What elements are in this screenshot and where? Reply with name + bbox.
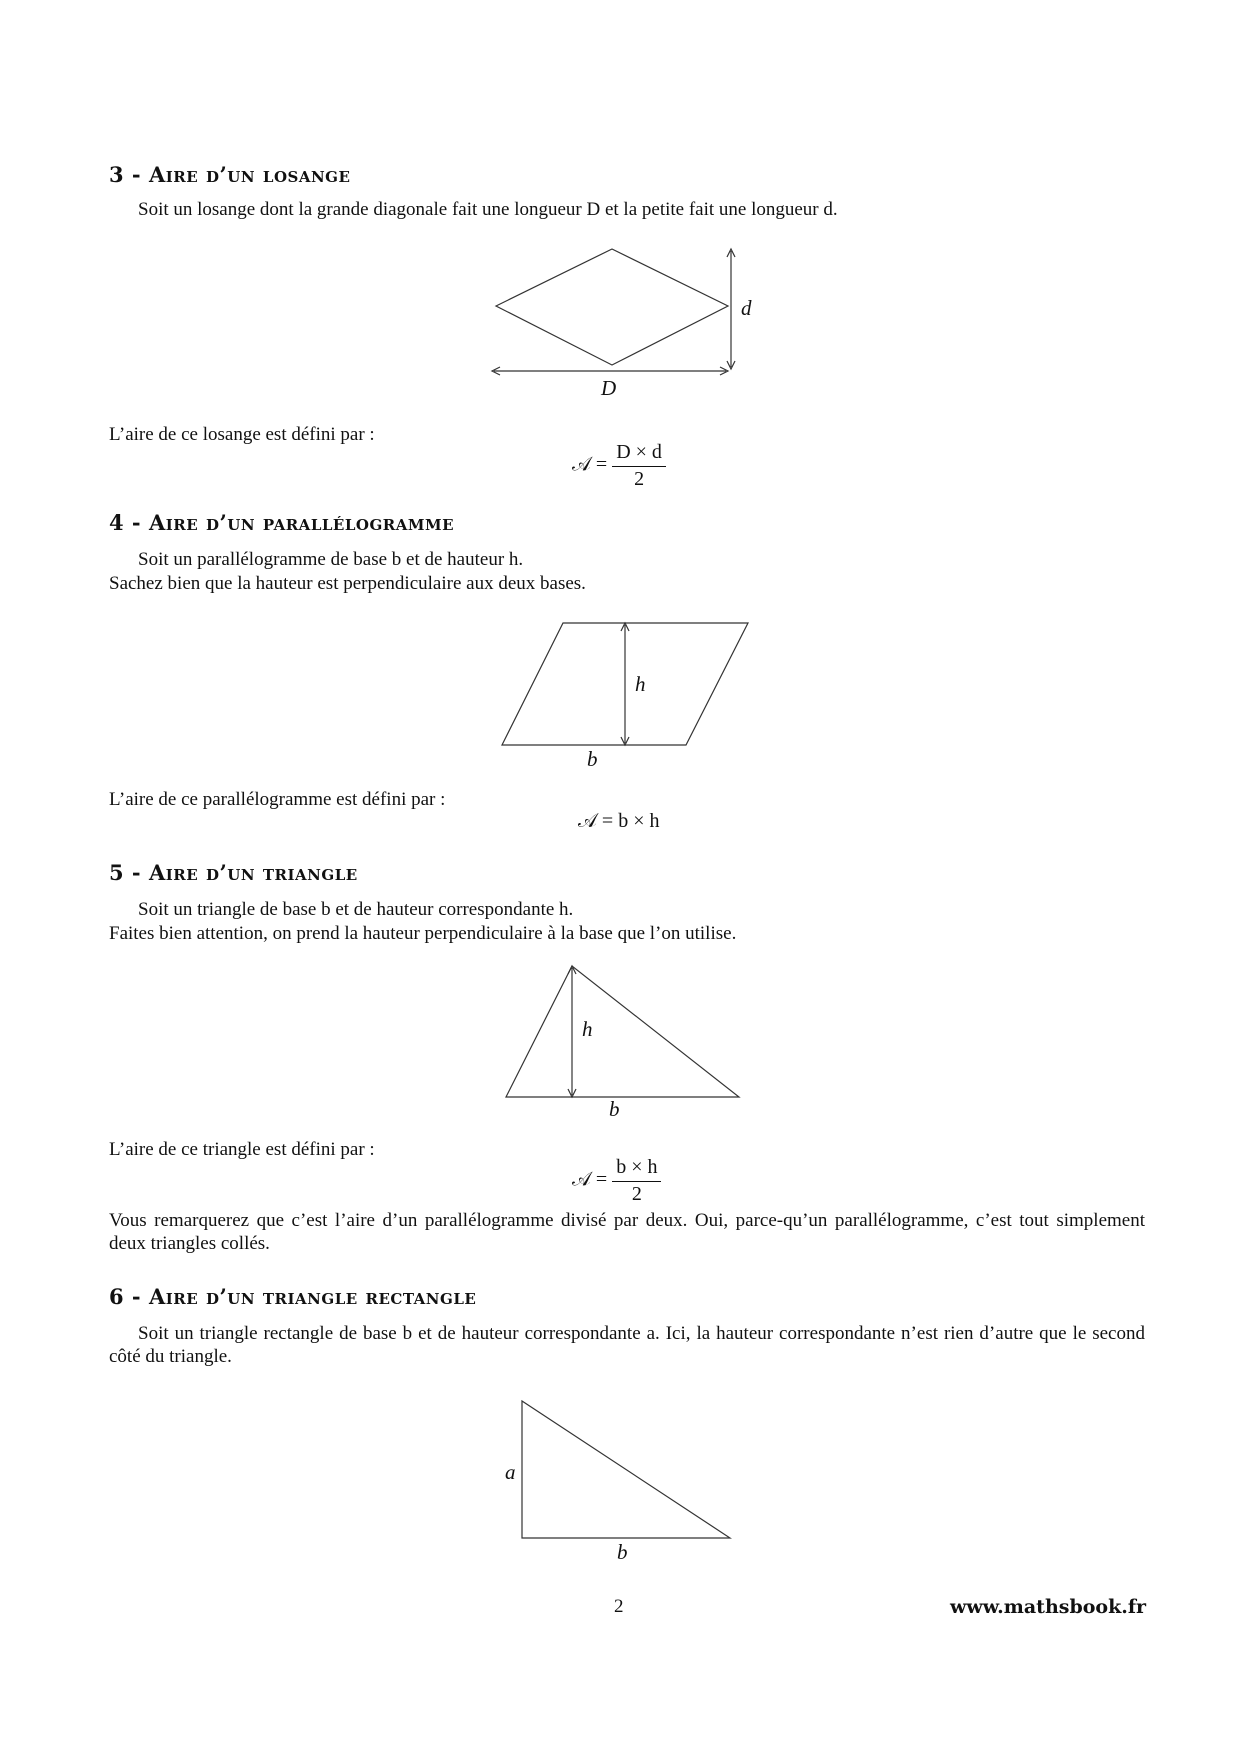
label-parallelogram-height: h — [635, 672, 646, 696]
section-title-losange: 3 - Aire d’un losange — [109, 162, 351, 187]
triangle-rectangle-intro: Soit un triangle rectangle de base b et de hauteur correspondante a. Ici, la hauteur correspondante n’est rien d’autre que le second côté du triangle. — [109, 1323, 1145, 1367]
rhombus-shape — [496, 249, 728, 365]
label-right-triangle-height: a — [505, 1460, 516, 1484]
page-number: 2 — [614, 1596, 624, 1617]
triangle-remark: Vous remarquerez que c’est l’aire d’un parallélogramme divisé par deux. Oui, parce-qu’un parallélogramme, c’est tout simplement deux triangles collés. — [109, 1210, 1145, 1254]
formula-fraction — [612, 1156, 661, 1206]
losange-intro: Soit un losange dont la grande diagonale fait une longueur D et la petite fait une longueur d. — [138, 199, 838, 220]
label-small-diagonal: d — [741, 296, 752, 320]
parallelogramme-intro-line1: Soit un parallélogramme de base b et de hauteur h. — [138, 549, 524, 570]
triangle-intro-line1: Soit un triangle de base b et de hauteur correspondante h. — [138, 899, 574, 920]
section-title-triangle: 5 - Aire d’un triangle — [109, 860, 358, 885]
section-title-triangle-rectangle: 6 - Aire d’un triangle rectangle — [109, 1284, 477, 1309]
formula-numerator: D × d — [612, 441, 666, 467]
formula-fraction — [612, 441, 666, 491]
formula-lhs: 𝒜 = — [572, 453, 608, 476]
section-title-parallelogramme: 4 - Aire d’un parallélogramme — [109, 510, 455, 535]
formula-numerator: b × h — [612, 1156, 661, 1182]
formula-denominator: 2 — [634, 468, 645, 490]
triangle-shape — [506, 966, 739, 1097]
label-triangle-base: b — [609, 1097, 620, 1121]
website-link[interactable]: www.mathsbook.fr — [950, 1596, 1147, 1618]
right-triangle-shape — [522, 1401, 730, 1538]
formula-lhs: 𝒜 = — [572, 1168, 608, 1191]
losange-area-intro: L’aire de ce losange est défini par : — [109, 424, 375, 445]
formula-denominator: 2 — [631, 1183, 642, 1205]
parallelogramme-intro-line2: Sachez bien que la hauteur est perpendiculaire aux deux bases. — [109, 573, 586, 594]
label-triangle-height: h — [582, 1017, 593, 1041]
parallelogramme-formula: 𝒜 = b × h — [578, 810, 660, 832]
triangle-intro-line2: Faites bien attention, on prend la hauteur perpendiculaire à la base que l’on utilise. — [109, 923, 737, 944]
label-right-triangle-base: b — [617, 1540, 628, 1564]
label-parallelogram-base: b — [587, 747, 598, 771]
losange-formula — [572, 441, 666, 491]
triangle-formula — [572, 1156, 661, 1206]
parallelogramme-area-intro: L’aire de ce parallélogramme est défini par : — [109, 789, 446, 810]
label-large-diagonal: D — [601, 376, 617, 400]
triangle-area-intro: L’aire de ce triangle est défini par : — [109, 1139, 375, 1160]
